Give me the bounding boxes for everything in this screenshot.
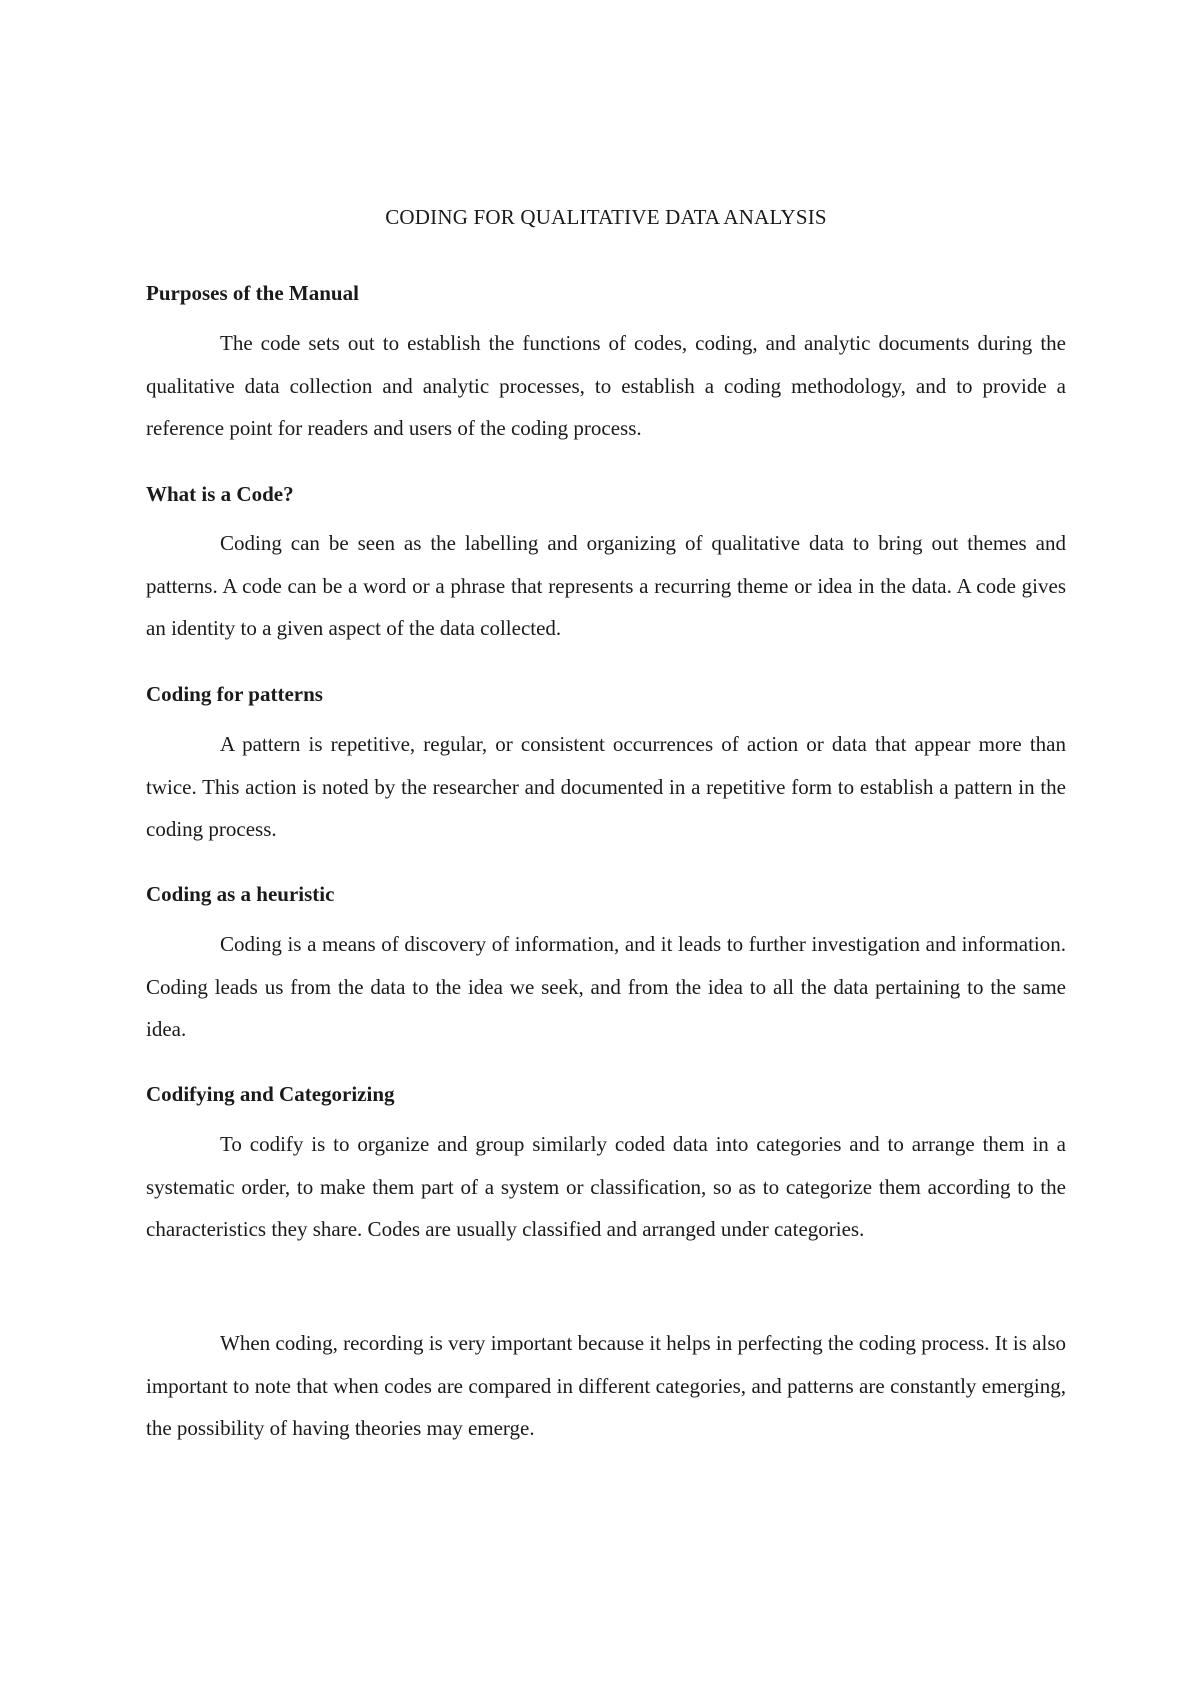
section-heading-what-is-code: What is a Code? xyxy=(146,482,294,506)
section-paragraph-codifying-2: When coding, recording is very important because it helps in perfecting the coding process. It is also important to note that when codes are compared in different categories, and patterns are constantly emerging, the possibility of having theories may emerge. xyxy=(146,1331,1066,1440)
section-heading-purposes: Purposes of the Manual xyxy=(146,281,359,305)
section-paragraph-what-is-code: Coding can be seen as the labelling and organizing of qualitative data to bring out themes and patterns. A code can be a word or a phrase that represents a recurring theme or idea in the data. A code gives an identity to a given aspect of the data collected. xyxy=(146,531,1066,640)
section-paragraph-purposes: The code sets out to establish the functions of codes, coding, and analytic documents during the qualitative data collection and analytic processes, to establish a coding methodology, and to provide a reference point for readers and users of the coding process. xyxy=(146,331,1066,440)
section-paragraph-heuristic: Coding is a means of discovery of information, and it leads to further investigation and information. Coding leads us from the data to the idea we seek, and from the idea to all the data pertaining to the same idea. xyxy=(146,932,1066,1041)
section-heading-coding-patterns: Coding for patterns xyxy=(146,682,323,706)
document-title: CODING FOR QUALITATIVE DATA ANALYSIS xyxy=(385,205,827,229)
section-heading-codifying: Codifying and Categorizing xyxy=(146,1082,395,1106)
section-heading-heuristic: Coding as a heuristic xyxy=(146,882,335,906)
section-paragraph-codifying-1: To codify is to organize and group similarly coded data into categories and to arrange them in a systematic order, to make them part of a system or classification, so as to categorize them according to the characteristics they share. Codes are usually classified and arranged under categories. xyxy=(146,1132,1066,1241)
section-paragraph-coding-patterns: A pattern is repetitive, regular, or consistent occurrences of action or data that appear more than twice. This action is noted by the researcher and documented in a repetitive form to establish a pattern in the coding process. xyxy=(146,732,1066,841)
